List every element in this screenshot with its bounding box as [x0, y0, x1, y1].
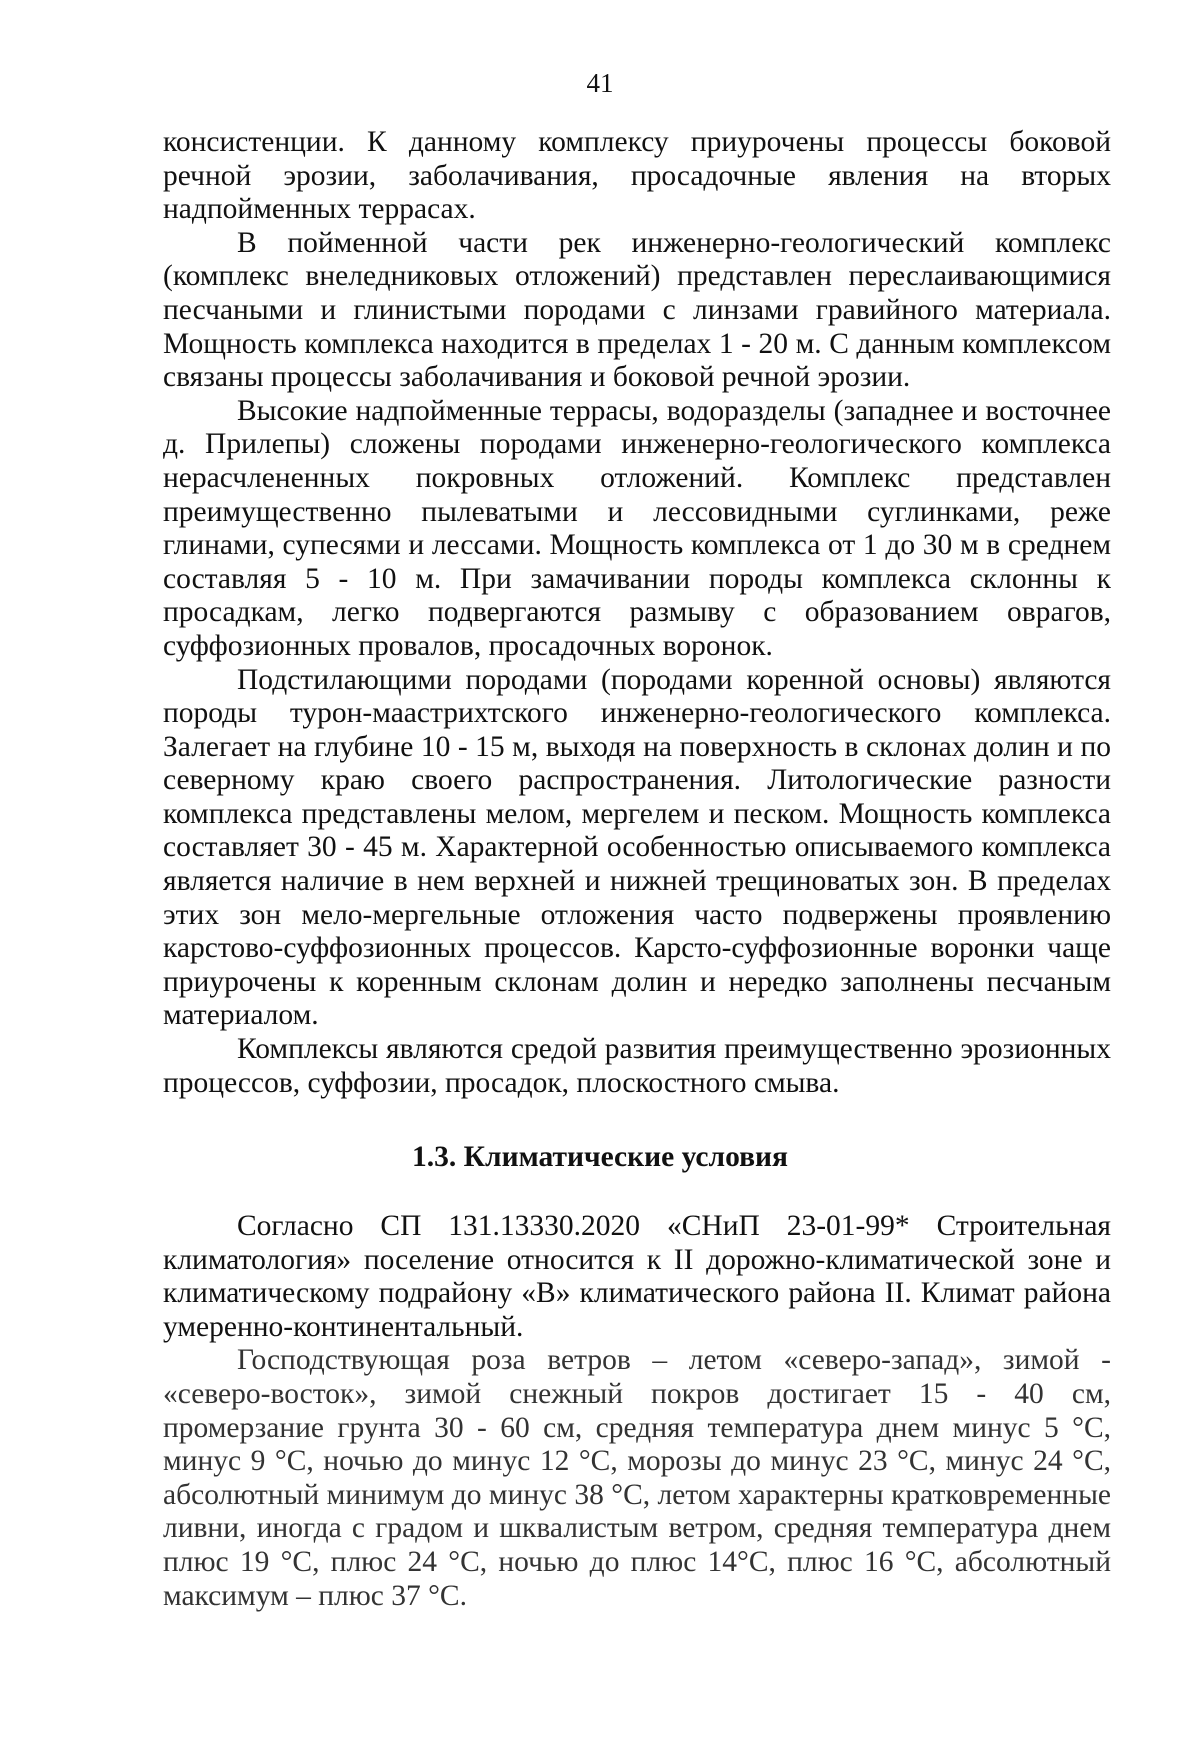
paragraph-3: Высокие надпойменные террасы, водоразделы (западнее и восточнее д. Прилепы) сложены породами инженерно-геологического комплекса нерасчлененных покровных отложений. Комплекс представлен преимущественно пылеватыми и лессовидными суглинками, реже глинами, супесями и лессами. Мощность комплекса от 1 до 30 м в среднем составляя 5 - 10 м. При замачивании породы комплекса склонны к просадкам, легко подвергаются размыву с образованием оврагов, суффозионных провалов, просадочных воронок. — [163, 394, 1111, 662]
section-body-text — [163, 1210, 1111, 1613]
section-heading: 1.3. Климатические условия — [412, 1141, 788, 1173]
section-paragraph-2: Господствующая роза ветров – летом «северо-запад», зимой - «северо-восток», зимой снежный покров достигает 15 - 40 см, промерзание грунта 30 - 60 см, средняя температура днем минус 5 °С, минус 9 °С, ночью до минус 12 °С, морозы до минус 23 °С, минус 24 °С, абсолютный минимум до минус 38 °С, летом характерны кратковременные ливни, иногда с градом и шквалистым ветром, средняя температура днем плюс 19 °С, плюс 24 °С, ночью до плюс 14°С, плюс 16 °С, абсолютный максимум – плюс 37 °С. — [163, 1344, 1111, 1612]
page-number: 41 — [586, 68, 614, 98]
paragraph-2: В пойменной части рек инженерно-геологический комплекс (комплекс внеледниковых отложений) представлен переслаивающимися песчаными и глинистыми породами с линзами гравийного материала. Мощность комплекса находится в пределах 1 - 20 м. С данным комплексом связаны процессы заболачивания и боковой речной эрозии. — [163, 226, 1111, 394]
paragraph-4: Подстилающими породами (породами коренной основы) являются породы турон-маастрихтского инженерно-геологического комплекса. Залегает на глубине 10 - 15 м, выходя на поверхность в склонах долин и по северному краю своего распространения. Литологические разности комплекса представлены мелом, мергелем и песком. Мощность комплекса составляет 30 - 45 м. Характерной особенностью описываемого комплекса является наличие в нем верхней и нижней трещиноватых зон. В пределах этих зон мело-мергельные отложения часто подвержены проявлению карстово-суффозионных процессов. Карсто-суффозионные воронки чаще приурочены к коренным склонам долин и нередко заполнены песчаным материалом. — [163, 663, 1111, 1032]
paragraph-5: Комплексы являются средой развития преимущественно эрозионных процессов, суффозии, просадок, плоскостного смыва. — [163, 1033, 1111, 1099]
paragraph-1: консистенции. К данному комплексу приурочены процессы боковой речной эрозии, заболачивания, просадочные явления на вторых надпойменных террасах. — [163, 126, 1111, 226]
body-text — [163, 126, 1111, 1100]
section-paragraph-1: Согласно СП 131.13330.2020 «СНиП 23-01-99* Строительная климатология» поселение относится к II дорожно-климатической зоне и климатическому подрайону «В» климатического района II. Климат района умеренно-континентальный. — [163, 1210, 1111, 1343]
